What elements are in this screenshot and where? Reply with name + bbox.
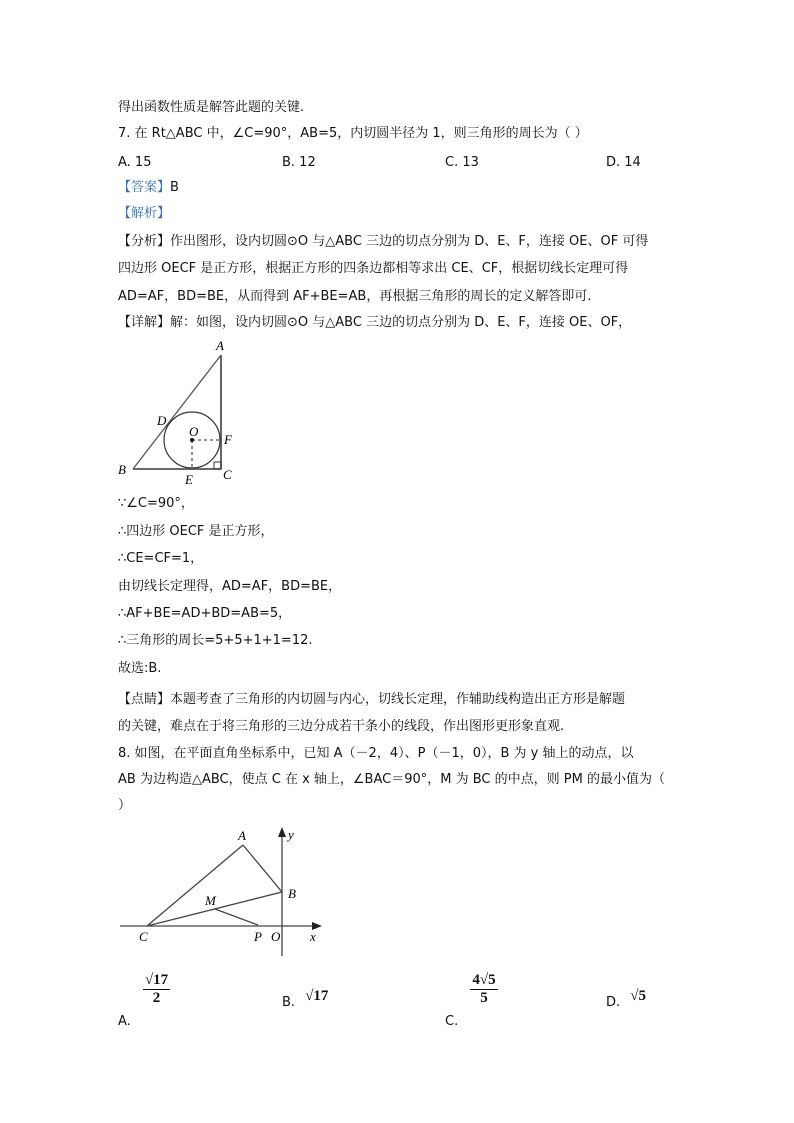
q7-stem: 7. 在 Rt△ABC 中，∠C=90°，AB=5，内切圆半径为 1，则三角形的周长为（ ）	[118, 126, 588, 141]
q7-option-a: A. 15	[118, 155, 152, 170]
q8-option-c-letter: C.	[445, 1014, 459, 1029]
q7-answer	[118, 179, 179, 197]
answer-value: B	[170, 180, 179, 195]
label-e: E	[185, 472, 193, 485]
q8-option-d	[606, 988, 647, 1011]
fenxi-line-3: AD=AF，BD=BE，从而得到 AF+BE=AB，再根据三角形的周长的定义解答即可.	[118, 289, 592, 304]
denominator: 5	[480, 990, 488, 1006]
q8-option-a	[118, 972, 170, 1029]
xiangjie-text: 解：如图，设内切圆⊙O 与△ABC 三边的切点分别为 D、E、F，连接 OE、OF，	[170, 315, 632, 330]
fenxi-line-1	[118, 233, 648, 251]
label-a: A	[216, 338, 224, 353]
coordinate-figure	[110, 820, 340, 960]
label-b: B	[288, 886, 296, 901]
right-angle-mark	[214, 462, 221, 469]
q8-option-c-fraction	[470, 972, 497, 1007]
q8-option-d-value: √5	[630, 988, 647, 1004]
label-p: P	[254, 929, 262, 944]
q8-option-a-fraction	[143, 972, 170, 1007]
step-3: ∴CE=CF=1，	[118, 551, 204, 566]
q8-option-b	[282, 988, 329, 1011]
step-2: ∴四边形 OECF 是正方形，	[118, 524, 274, 539]
label-b: B	[118, 462, 126, 477]
label-m: M	[205, 893, 216, 908]
fenxi-text: 作出图形，设内切圆⊙O 与△ABC 三边的切点分别为 D、E、F，连接 OE、OF 可得	[170, 234, 649, 249]
q8-option-b-letter: B.	[282, 995, 296, 1010]
label-f: F	[224, 432, 232, 447]
step-4: 由切线长定理得，AD=AF，BD=BE，	[118, 579, 342, 594]
q8-option-d-letter: D.	[606, 995, 621, 1010]
label-x: x	[310, 929, 316, 944]
numerator: 4√5	[472, 972, 496, 988]
step-7: 故选:B.	[118, 661, 162, 676]
q8-stem-line-1: 8. 如图，在平面直角坐标系中，已知 A（－2，4）、P（－1，0），B 为 y 轴上的动点，以	[118, 746, 634, 761]
label-o: O	[271, 929, 281, 944]
step-6: ∴三角形的周长=5+5+1+1=12.	[118, 633, 313, 648]
y-arrow	[278, 827, 286, 837]
dianjing-label: 【点睛】	[118, 692, 171, 707]
side-ab	[133, 355, 221, 469]
seg-mp	[215, 909, 258, 925]
q8-option-a-letter: A.	[118, 1014, 131, 1029]
label-y: y	[288, 827, 294, 842]
q8-stem-line-3: ）	[118, 798, 132, 813]
label-a: A	[238, 828, 246, 843]
dianjing-line-2: 的关键，难点在于将三角形的三边分成若干条小的线段，作出图形更形象直观.	[118, 719, 565, 734]
fenxi-line-2: 四边形 OECF 是正方形，根据正方形的四条边都相等求出 CE、CF，根据切线长定理可得	[118, 261, 629, 276]
label-c: C	[139, 929, 148, 944]
q7-option-c: C. 13	[445, 155, 479, 170]
analysis-label: 【解析】	[118, 206, 171, 221]
q7-option-d: D. 14	[606, 155, 641, 170]
q8-option-b-value: √17	[305, 988, 329, 1004]
step-1: ∵∠C=90°，	[118, 496, 194, 511]
xiangjie-line	[118, 314, 631, 332]
intro-line: 得出函数性质是解答此题的关键.	[118, 100, 305, 115]
dianjing-text: 本题考查了三角形的内切圆与内心，切线长定理，作辅助线构造出正方形是解题	[170, 692, 626, 707]
incircle-figure	[110, 335, 260, 485]
fenxi-label: 【分析】	[118, 234, 171, 249]
label-c: C	[223, 467, 232, 482]
answer-label: 【答案】	[118, 180, 171, 195]
xiangjie-label: 【详解】	[118, 315, 171, 330]
dianjing-line-1	[118, 691, 625, 709]
seg-ab	[243, 845, 282, 892]
q8-stem-line-2: AB 为边构造△ABC，使点 C 在 x 轴上，∠BAC＝90°，M 为 BC 的中点，则 PM 的最小值为（	[118, 772, 665, 787]
label-o: O	[189, 424, 199, 439]
q7-option-b: B. 12	[282, 155, 316, 170]
step-5: ∴AF+BE=AD+BD=AB=5，	[118, 606, 292, 621]
q8-option-c	[445, 972, 498, 1029]
numerator: √17	[144, 972, 169, 988]
denominator: 2	[152, 990, 161, 1006]
label-d: D	[157, 413, 167, 428]
